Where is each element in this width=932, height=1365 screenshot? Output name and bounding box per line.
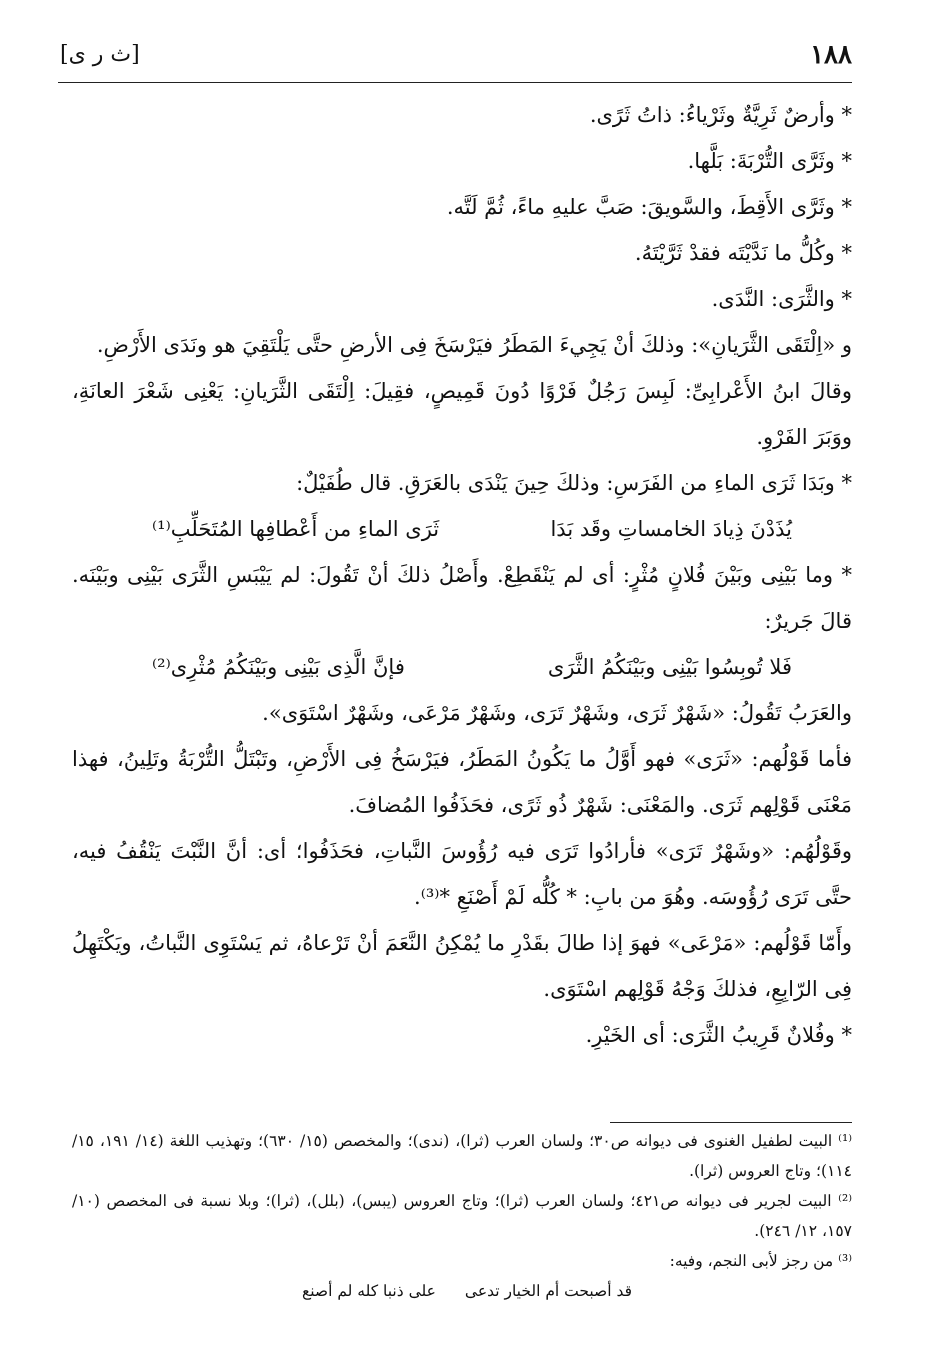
verse-jarir [72, 644, 852, 690]
paragraph: * وبَدَا ثَرَى الماءِ من الفَرَسِ: وذلكَ حِينَ يَنْدَى بالعَرَقِ. قال طُفَيْلٌ: [296, 471, 852, 495]
verse-second-hemistich: فإنَّ الَّذِى بَيْنِى وبَيْنَكُمُ مُثْرِى⁽²⁾ [152, 655, 405, 679]
paragraph: وقَوْلُهُم: «وشَهْرٌ تَرَى» فأرادُوا تَرَى فيه رُؤُوسَ النَّباتِ، فحَذَفُوا؛ أى: أنَّ النَّبْتَ يَنْقُفُ فيه، حتَّى تَرَى رُؤُوسَه. وهُوَ من بابِ: * كُلُّه لَمْ أَصْنَعِ *⁽³⁾. [72, 839, 852, 909]
verse-first-hemistich: قد أصبحت أم الخيار تدعى [464, 1282, 632, 1300]
verse-second-hemistich: على ذنبا كله لم أصنع [302, 1282, 436, 1300]
paragraph: * وفُلانٌ قَرِيبُ الثَّرَى: أى الخَيْرِ. [585, 1023, 852, 1047]
paragraph: * وثَرَّى التُّرْبَةَ: بَلَّها. [687, 149, 852, 173]
page-number: ١٨٨ [810, 40, 852, 70]
paragraph: * وثَرَّى الأَقِطَ، والسَّويقَ: صَبَّ عليهِ ماءً، ثُمَّ لَتَّه. [446, 195, 852, 219]
paragraph: * وكُلُّ ما نَدَّيْتَه فقدْ ثَرَّيْتَهُ. [634, 241, 852, 265]
main-text [72, 92, 852, 1058]
footnote-verse [72, 1276, 852, 1306]
paragraph: وقالَ ابنُ الأَعْرابِىِّ: لَبِسَ رَجُلٌ فَرْوًا دُونَ قَمِيصٍ، فقِيلَ: اِلْتَقَى الثَّرَيانِ: يَعْنِى شَعْرَ العانَةِ، ووَبَرَ الفَرْوِ. [72, 379, 852, 449]
paragraph: فأما قَوْلُهم: «ثَرَى» فهو أَوَّلُ ما يَكُونُ المَطَرُ، فيَرْسَخُ فِى الأَرْضِ، وتَبْتَلُّ التُّرْبَةُ وتَلِينُ، فهذا مَعْنَى قَوْلِهم ثَرَى. والمَعْنَى: شَهْرٌ ذُو ثَرًى، فحَذَفُوا المُضافَ. [72, 747, 852, 817]
page-header [60, 40, 852, 74]
paragraph: * وأرضٌ ثَرِيَّةٌ وثَرْياءُ: ذاتُ ثَرًى. [589, 103, 852, 127]
header-rule [58, 82, 852, 83]
verse-tufayl [72, 506, 852, 552]
paragraph: * وما بَيْنِى وبَيْنَ فُلانٍ مُثْرٍ: أى لم يَنْقَطِعْ. وأَصْلُ ذلكَ أنْ تَقُولَ: لم يَيْبَسِ الثَّرَى بَيْنِى وبَيْنَه. قالَ جَريرٌ: [72, 563, 852, 633]
verse-second-hemistich: ثَرَى الماءِ من أَعْطافِها المُتَحَلِّبِ⁽¹⁾ [152, 517, 440, 541]
paragraph: وأَمّا قَوْلُهم: «مَرْعَى» فهوَ إذا طالَ بقَدْرِ ما يُمْكِنُ النَّعَمَ أنْ تَرْعاهُ، ثم يَسْتَوِى النَّباتُ، ويَكْتَهِلُ فِى الرّابِعِ، فذلكَ وَجْهُ قَوْلِهم اسْتَوَى. [72, 931, 852, 1001]
verse-first-hemistich: يُذَدْنَ ذِيادَ الخامساتِ وقَد بَدَا [550, 517, 792, 541]
paragraph: والعَرَبُ تَقُولُ: «شَهْرٌ ثَرَى، وشَهْرٌ تَرَى، وشَهْرٌ مَرْعَى، وشَهْرٌ اسْتَوَى». [262, 701, 852, 725]
verse-first-hemistich: فَلا تُوبِسُوا بَيْنِى وبَيْنَكُمُ الثَّرَى [547, 655, 792, 679]
footnote: ⁽²⁾ البيت لجرير فى ديوانه ص٤٢١؛ ولسان العرب (ثرا)؛ وتاج العروس (يبس)، (بلل)، (ثرا)؛ وبلا نسبة فى المخصص (١٠/ ١٥٧، ١٢/ ٢٤٦). [72, 1192, 852, 1240]
footnote-rule [610, 1122, 852, 1123]
footnotes [72, 1126, 852, 1306]
paragraph: و «اِلْتَقَى الثَّرَيانِ»: وذلكَ أنْ يَجِيءَ المَطَرُ فيَرْسَخَ فِى الأرضِ حتَّى يَلْتَقِيَ هو ونَدَى الأَرْضِ. [96, 333, 852, 357]
section-tag: [ث ر ى] [60, 42, 140, 67]
footnote: ⁽¹⁾ البيت لطفيل الغنوى فى ديوانه ص٣٠؛ ولسان العرب (ثرا)، (ندى)؛ والمخصص (١٥/ ٦٣٠)؛ وتهذيب اللغة (١٤/ ١٩١، ١٥/ ١١٤)؛ وتاج العروس (ثرا). [72, 1132, 853, 1180]
paragraph: * والثَّرَى: النَّدَى. [711, 287, 852, 311]
footnote: ⁽³⁾ من رجز لأبى النجم، وفيه: [669, 1252, 852, 1270]
